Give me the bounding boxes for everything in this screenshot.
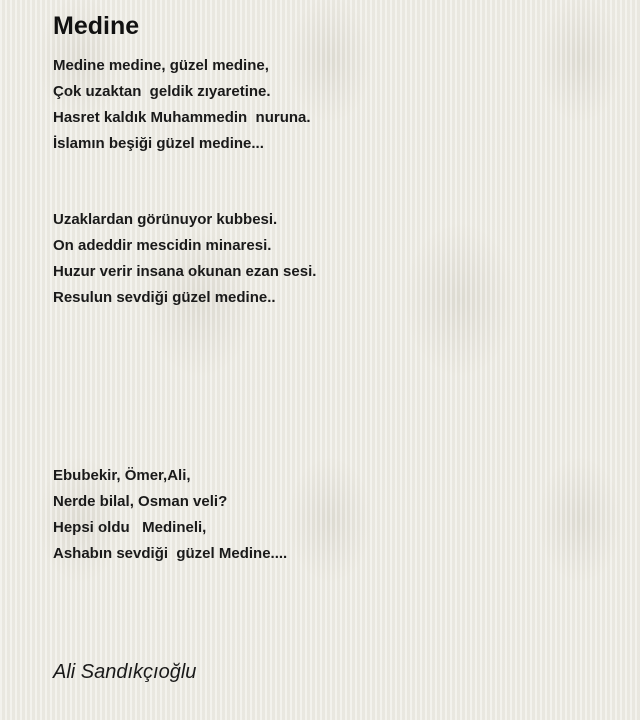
poem-line: Hepsi oldu Medineli, (53, 519, 207, 536)
poem-line: Ebubekir, Ömer,Ali, (53, 467, 191, 484)
poem-line: Medine medine, güzel medine, (53, 57, 269, 74)
stanza-2 (53, 207, 316, 311)
poem-line: İslamın beşiği güzel medine... (53, 135, 264, 152)
poem-line: Uzaklardan görünuyor kubbesi. (53, 211, 278, 228)
stanza-1 (53, 53, 311, 157)
stanza-3 (53, 463, 287, 567)
poem-line: Huzur verir insana okunan ezan sesi. (53, 263, 317, 280)
poem-line: On adeddir mescidin minaresi. (53, 237, 272, 254)
poem-line: Çok uzaktan geldik zıyaretine. (53, 83, 271, 100)
poem-line: Hasret kaldık Muhammedin nuruna. (53, 109, 311, 126)
poem-author: Ali Sandıkçıoğlu (53, 661, 197, 683)
poem-title: Medine (53, 12, 140, 40)
poem-line: Nerde bilal, Osman veli? (53, 493, 228, 510)
poem-line: Ashabın sevdiği güzel Medine.... (53, 545, 288, 562)
poem-line: Resulun sevdiği güzel medine.. (53, 289, 276, 306)
